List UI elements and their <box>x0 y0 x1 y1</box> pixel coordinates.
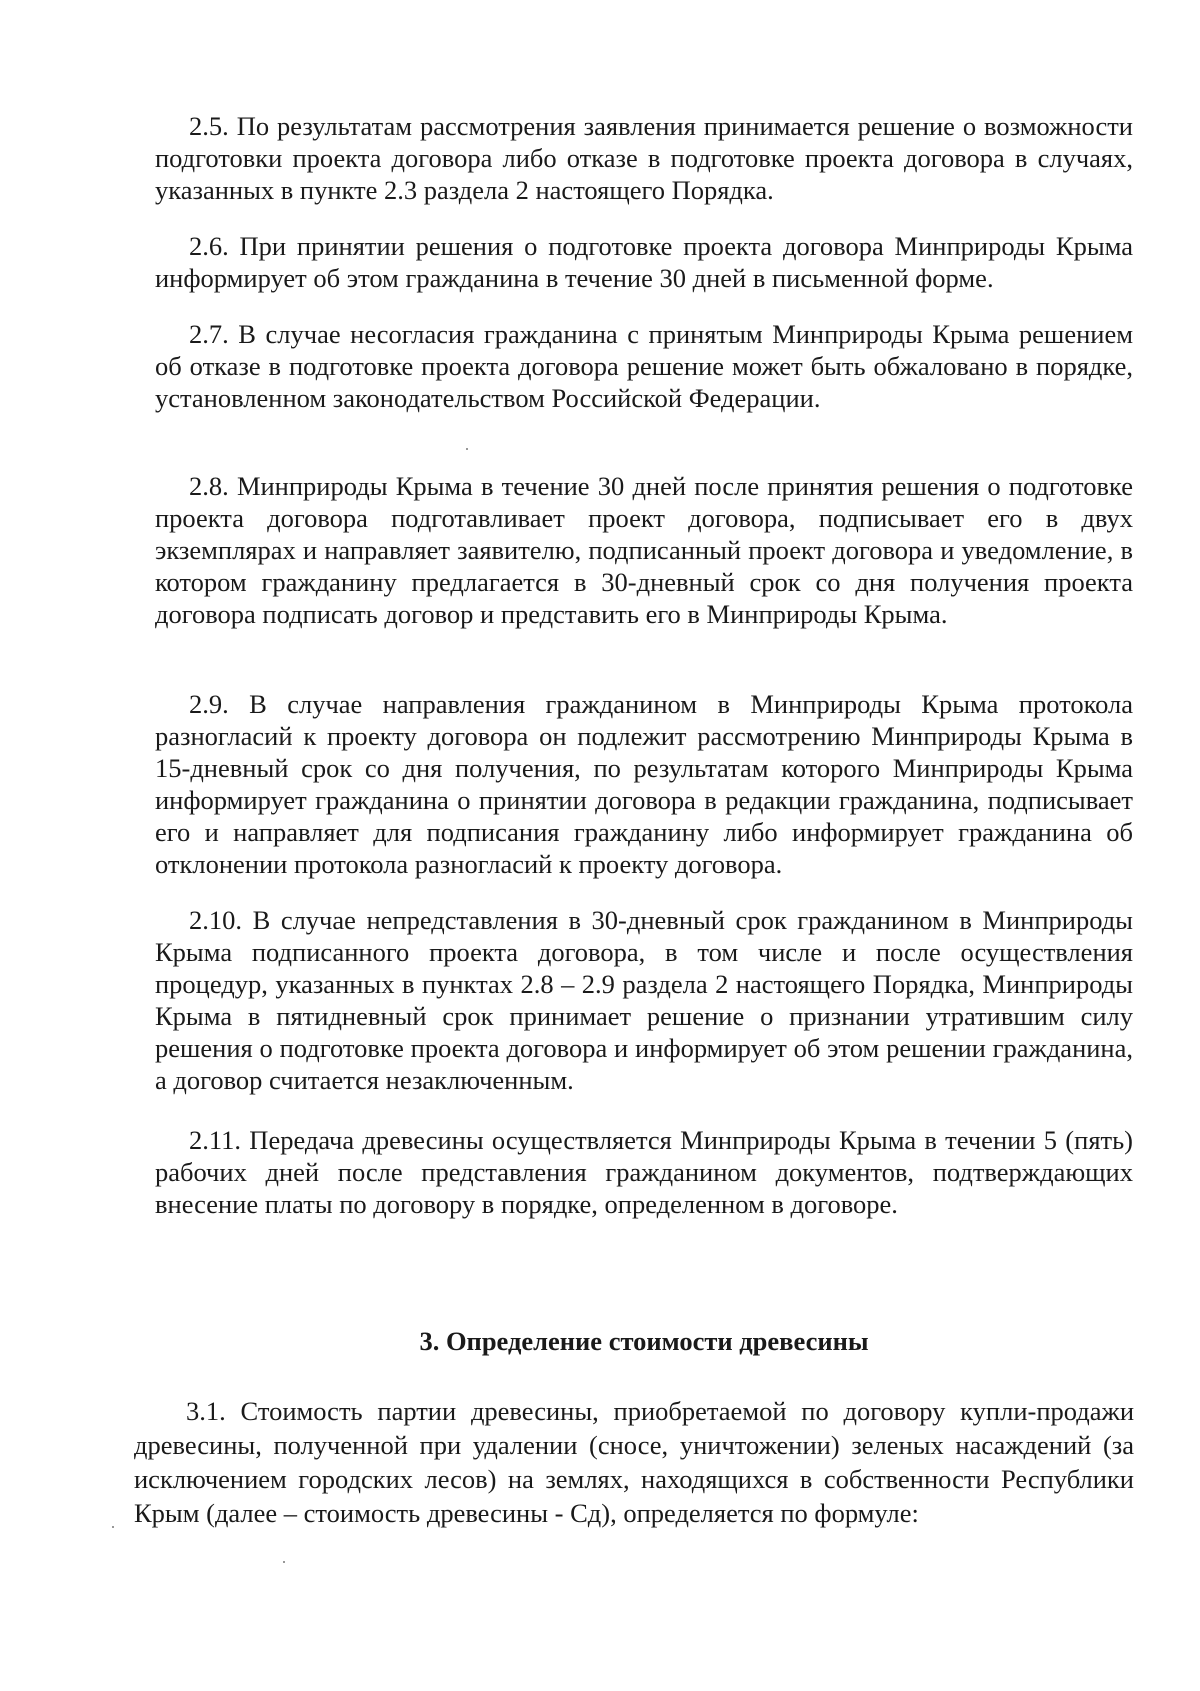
paragraph-3-1: 3.1. Стоимость партии древесины, приобретаемой по договору купли-продажи древесины, полученной при удалении (сносе, уничтожении) зеленых насаждений (за исключением городских лесов) на землях, находящихся в собственности Республики Крым (далее – стоимость древесины - Сд), определяется по формуле: <box>134 1396 1134 1528</box>
paragraph-2-6: 2.6. При принятии решения о подготовке проекта договора Минприроды Крыма информирует об этом гражданина в течение 30 дней в письменной форме. <box>155 231 1133 293</box>
paragraph-2-10: 2.10. В случае непредставления в 30-дневный срок гражданином в Минприроды Крыма подписанного проекта договора, в том числе и после осуществления процедур, указанных в пунктах 2.8 – 2.9 раздела 2 настоящего Порядка, Минприроды Крыма в пятидневный срок принимает решение о признании утратившим силу решения о подготовке проекта договора и информирует об этом решении гражданина, а договор считается незаключенным. <box>155 905 1133 1095</box>
scan-speck <box>112 1526 114 1528</box>
paragraph-2-9: 2.9. В случае направления гражданином в Минприроды Крыма протокола разногласий к проекту договора он подлежит рассмотрению Минприроды Крыма в 15-дневный срок со дня получения, по результатам которого Минприроды Крыма информирует гражданина о принятии договора в редакции гражданина, подписывает его и направляет для подписания гражданину либо информирует гражданина об отклонении протокола разногласий к проекту договора. <box>155 689 1133 879</box>
scan-speck <box>283 1561 285 1563</box>
section-3-heading: 3. Определение стоимости древесины <box>419 1326 869 1356</box>
scan-speck <box>466 448 468 450</box>
paragraph-2-11: 2.11. Передача древесины осуществляется Минприроды Крыма в течении 5 (пять) рабочих дней после представления гражданином документов, подтверждающих внесение платы по договору в порядке, определенном в договоре. <box>155 1125 1133 1219</box>
paragraph-2-5: 2.5. По результатам рассмотрения заявления принимается решение о возможности подготовки проекта договора либо отказе в подготовке проекта договора в случаях, указанных в пункте 2.3 раздела 2 настоящего Порядка. <box>155 111 1133 205</box>
paragraph-2-7: 2.7. В случае несогласия гражданина с принятым Минприроды Крыма решением об отказе в подготовке проекта договора решение может быть обжаловано в порядке, установленном законодательством Российской Федерации. <box>155 319 1133 413</box>
paragraph-2-8: 2.8. Минприроды Крыма в течение 30 дней после принятия решения о подготовке проекта договора подготавливает проект договора, подписывает его в двух экземплярах и направляет заявителю, подписанный проект договора и уведомление, в котором гражданину предлагается в 30-дневный срок со дня получения проекта договора подписать договор и представить его в Минприроды Крыма. <box>155 471 1133 629</box>
